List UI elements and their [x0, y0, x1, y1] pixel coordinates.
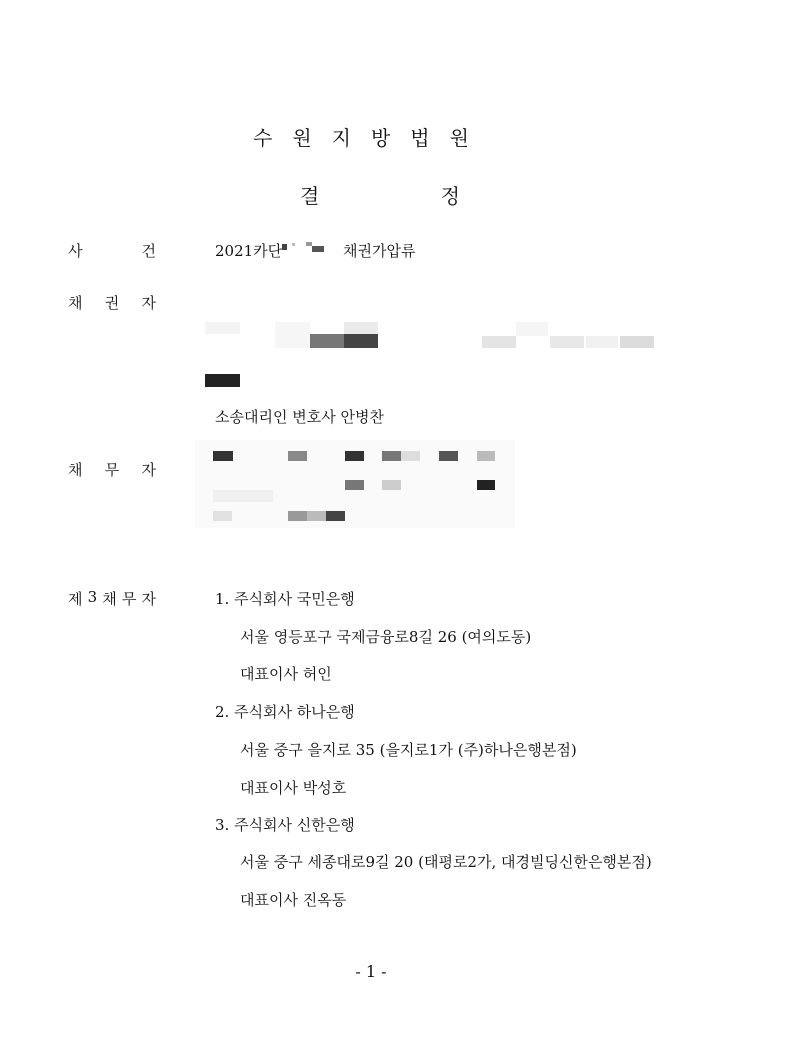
third-debtor-address: 서울 영등포구 국제금융로8길 26 (여의도동): [240, 628, 532, 646]
redaction-block: [326, 511, 345, 521]
redaction-block: [482, 336, 516, 348]
debtor-label: 채 무 자: [68, 461, 156, 479]
page-number: - 1 -: [355, 962, 387, 981]
redaction-block: [213, 490, 273, 502]
redaction-block: [345, 451, 364, 461]
doc-type-char: 결: [300, 184, 320, 208]
redaction-block: [275, 322, 310, 348]
creditor-attorney: 소송대리인 변호사 안병찬: [215, 408, 384, 426]
redaction-block: [288, 451, 307, 461]
case-name: 채권가압류: [343, 242, 416, 260]
redaction-block: [550, 336, 584, 348]
case-label: 사 건: [68, 242, 156, 260]
case-number: [215, 240, 282, 261]
court-name: 수원지방법원: [253, 126, 489, 150]
redaction-block: [205, 374, 240, 387]
redaction-block: [586, 336, 618, 348]
redaction-block: [288, 511, 307, 521]
redaction-block: [312, 246, 324, 252]
redaction-block: [439, 451, 458, 461]
redaction-block: [213, 451, 233, 461]
redaction-block: [477, 451, 495, 461]
redaction-block: [382, 480, 401, 490]
third-debtor-address: 서울 중구 세종대로9길 20 (태평로2가, 대경빌딩신한은행본점): [240, 853, 652, 871]
third-debtor-representative: 대표이사 허인: [240, 665, 332, 683]
doc-type-char: 정: [440, 184, 460, 208]
redaction-block: [310, 334, 344, 348]
redaction-block: [344, 322, 378, 334]
third-debtor-address: 서울 중구 을지로 35 (을지로1가 (주)하나은행본점): [240, 741, 577, 759]
redaction-block: [345, 480, 364, 490]
third-debtor-name: 2. 주식회사 하나은행: [215, 703, 355, 721]
redaction-block: [382, 451, 401, 461]
redaction-block: [620, 336, 654, 348]
redaction-block: [205, 322, 240, 334]
third-debtor-representative: 대표이사 박성호: [240, 779, 347, 797]
redaction-block: [292, 243, 295, 246]
redaction-block: [477, 480, 495, 490]
redaction-block: [401, 451, 420, 461]
redaction-block: [516, 322, 548, 336]
redaction-block: [213, 511, 232, 521]
third-debtor-representative: 대표이사 진옥동: [240, 891, 347, 909]
third-debtor-name: 3. 주식회사 신한은행: [215, 816, 355, 834]
redaction-block: [307, 511, 326, 521]
redaction-block: [344, 334, 378, 348]
redaction-block: [282, 244, 287, 250]
case-number-prefix: 2021카단: [215, 242, 283, 260]
third-debtor-label: 제 3 채 무 자: [68, 588, 156, 608]
creditor-label: 채 권 자: [68, 294, 156, 312]
third-debtor-name: 1. 주식회사 국민은행: [215, 590, 355, 608]
document-type: [300, 180, 460, 209]
